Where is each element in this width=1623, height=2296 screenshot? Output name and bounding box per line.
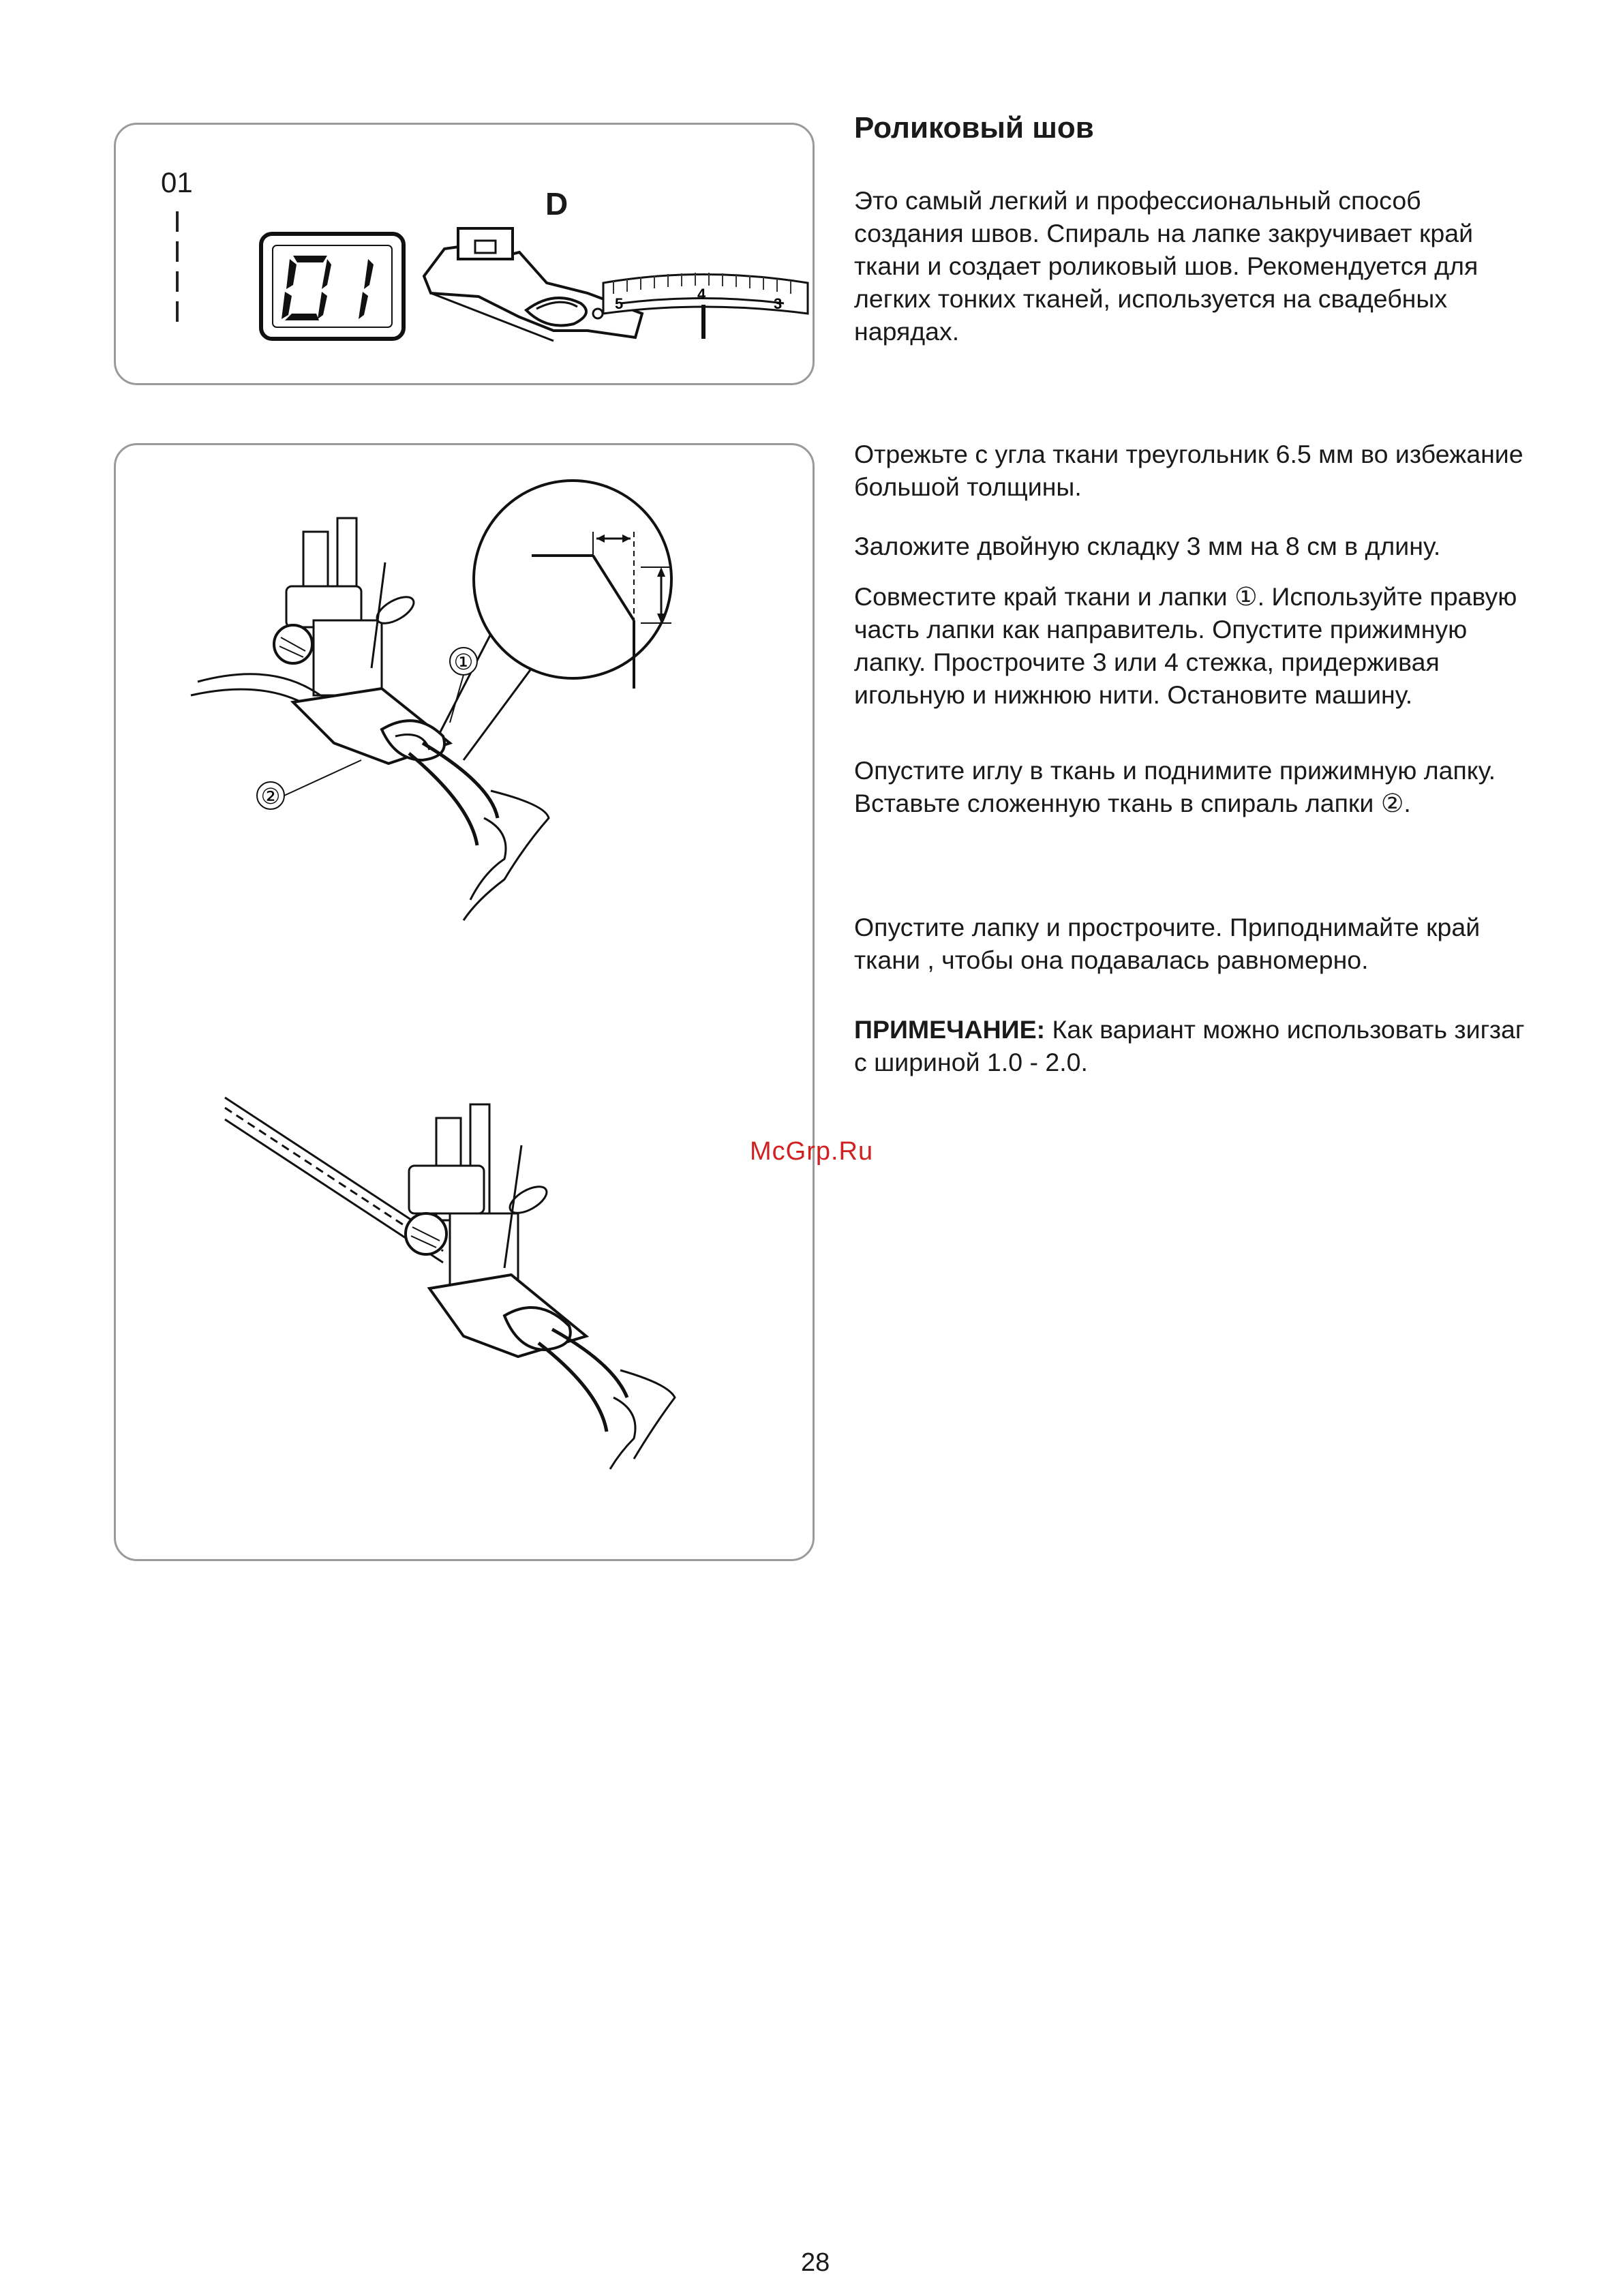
step-1-text: Отрежьте с угла ткани треугольник 6.5 мм во избежание большой толщины. — [854, 440, 1523, 501]
note-text: Как вариант можно использовать зигзаг с шириной 1.0 - 2.0. — [854, 1015, 1525, 1076]
watermark: McGrp.Ru — [750, 1137, 874, 1166]
callout-1: ① — [453, 649, 474, 675]
intro-paragraph: Это самый легкий и профессиональный способ создания швов. Спираль на лапке закручивает край ткани и создает роликовый шов. Рекомендуется для легких тонких тканей, используется на свадебных нарядах. — [854, 186, 1478, 346]
step-5-text: Опустите лапку и прострочите. Приподнимайте край ткани , чтобы она подавалась равномерно. — [854, 913, 1481, 974]
stitch-length-dial-icon — [600, 262, 811, 344]
callout-2: ② — [260, 783, 281, 809]
note-label: ПРИМЕЧАНИЕ: — [854, 1015, 1046, 1044]
lcd-display — [259, 232, 406, 341]
straight-stitch-icon — [174, 211, 181, 324]
step-3-text: Совместите край ткани и лапки ①. Используйте правую часть лапки как направитель. Опустите прижимную лапку. Прострочите 3 или 4 стежка, придерживая игольную и нижнюю нити. Остановите машину. — [854, 582, 1517, 709]
step-2-text: Заложите двойную складку 3 мм на 8 см в длину. — [854, 532, 1441, 560]
step-4-text: Опустите иглу в ткань и поднимите прижимную лапку. Вставьте сложенную ткань в спираль лапки ②. — [854, 756, 1496, 817]
note — [854, 1013, 1536, 1078]
illustration-align-fabric — [191, 491, 750, 927]
illustration-sewing-hem — [218, 1091, 695, 1472]
pattern-number: 01 — [161, 166, 193, 198]
section-title: Роликовый шов — [854, 111, 1094, 145]
dial-label-5: 5 — [615, 295, 624, 312]
dial-label-3: 3 — [774, 295, 783, 312]
presser-foot-letter: D — [545, 186, 568, 222]
page-number: 28 — [801, 2248, 830, 2277]
dial-label-4: 4 — [697, 286, 706, 303]
